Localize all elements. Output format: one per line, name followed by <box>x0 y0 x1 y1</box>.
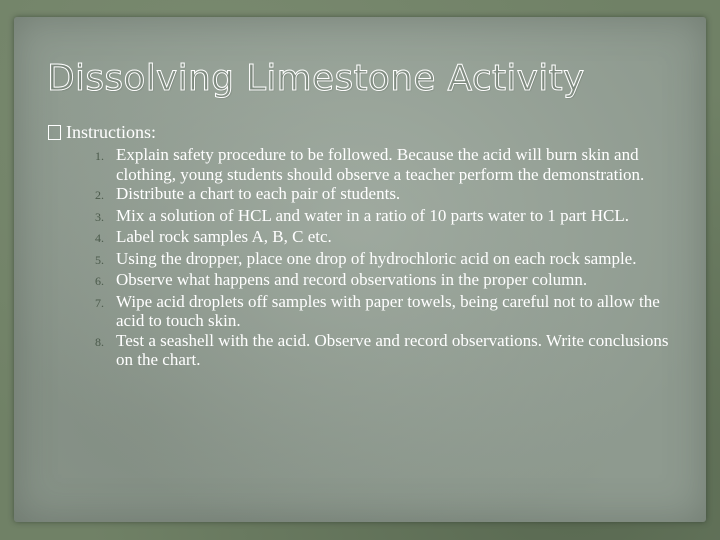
step-number: 3. <box>95 209 104 224</box>
instructions-heading-label: Instructions: <box>66 122 156 142</box>
list-item <box>48 292 678 331</box>
slide-title: Dissolving Limestone Activity <box>47 58 585 99</box>
list-item <box>48 184 678 206</box>
list-item <box>48 227 678 249</box>
step-text: Wipe acid droplets off samples with paper towels, being careful not to allow the acid to touch skin. <box>116 291 660 330</box>
step-text: Observe what happens and record observations in the proper column. <box>116 270 588 289</box>
list-item <box>48 331 678 370</box>
instructions-heading <box>48 121 678 143</box>
step-number: 7. <box>95 295 104 310</box>
step-text: Distribute a chart to each pair of students. <box>116 184 401 203</box>
square-bullet-icon <box>48 125 61 140</box>
instructions-section <box>48 121 678 370</box>
list-item <box>48 145 678 184</box>
step-number: 2. <box>95 188 104 202</box>
step-text: Mix a solution of HCL and water in a ratio of 10 parts water to 1 part HCL. <box>116 205 630 225</box>
list-item <box>48 249 678 271</box>
instructions-list <box>48 145 678 370</box>
list-item <box>48 206 678 228</box>
step-text: Test a seashell with the acid. Observe and record observations. Write conclusions on the chart. <box>116 330 669 369</box>
list-item <box>48 270 678 292</box>
step-text: Explain safety procedure to be followed. Because the acid will burn skin and clothing, young students should observe a teacher perform the demonstration. <box>116 145 645 184</box>
step-number: 6. <box>95 274 104 288</box>
step-text: Using the dropper, place one drop of hydrochloric acid on each rock sample. <box>116 248 637 268</box>
step-number: 1. <box>95 149 104 163</box>
step-text: Label rock samples A, B, C etc. <box>116 227 332 246</box>
step-number: 5. <box>95 252 104 267</box>
step-number: 4. <box>95 231 104 245</box>
step-number: 8. <box>95 334 104 349</box>
